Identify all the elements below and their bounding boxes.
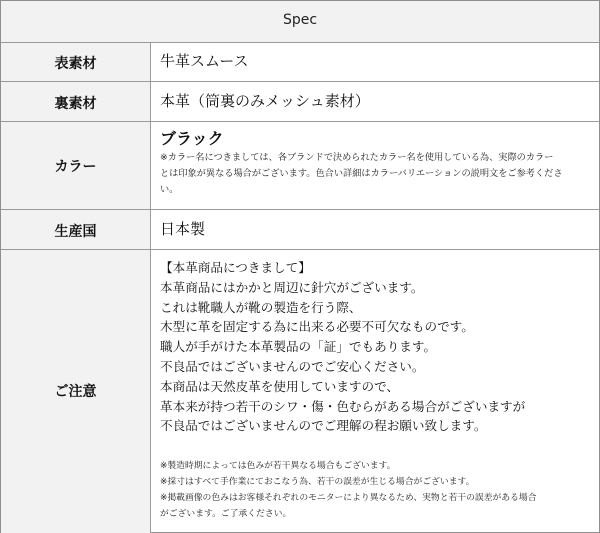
row-label: 裏素材 <box>54 96 97 112</box>
row-label-cell <box>1 43 151 81</box>
row-value: 日本製 <box>160 220 206 238</box>
color-note-line: い。 <box>160 184 179 195</box>
notice-line: 本商品は天然皮革を使用していますので、 <box>160 378 400 394</box>
notice-footnotes <box>160 458 591 522</box>
notice-line: 木型に革を固定する為に出来る必要不可欠なものです。 <box>160 319 474 335</box>
notice-body <box>160 258 591 436</box>
notice-block <box>160 258 591 522</box>
row-label: 生産国 <box>54 224 97 240</box>
spec-row-inner-material <box>1 81 599 121</box>
spec-header-title: Spec <box>282 12 318 28</box>
color-value-block <box>160 129 591 198</box>
row-label: ご注意 <box>54 384 97 400</box>
color-name: ブラック <box>160 129 224 148</box>
notice-line: 職人が手がけた本革製品の「証」でもあります。 <box>160 339 437 355</box>
footnote-line: ※製造時期によっては色みが若干異なる場合もございます。 <box>160 461 396 472</box>
spec-header <box>1 1 599 42</box>
notice-line: 革本来が持つ若干のシワ・傷・色むらがある場合がございますが <box>160 398 526 414</box>
row-value: 本革（筒裏のみメッシュ素材） <box>160 92 370 110</box>
spec-row-notice <box>1 249 599 532</box>
row-label-cell <box>1 122 151 209</box>
notice-line: 【本革商品につきまして】 <box>160 260 311 275</box>
footnote-line: ※採寸はすべて手作業にておこなう為、若干の誤差が生じる場合がございます。 <box>160 477 475 488</box>
row-label-cell <box>1 210 151 249</box>
notice-line: 不良品ではございませんのでご安心ください。 <box>160 358 425 374</box>
row-label: カラー <box>54 159 97 175</box>
spec-row-outer-material <box>1 42 599 81</box>
spec-row-country <box>1 209 599 249</box>
notice-line: 不良品ではございませんのでご理解の程お願い致します。 <box>160 418 487 434</box>
footnote-line: がございます。ご了承ください。 <box>160 509 292 520</box>
notice-line: これは靴職人が靴の製造を行う際、 <box>160 299 362 315</box>
notice-line: 本革商品にはかかと周辺に針穴がございます。 <box>160 279 424 295</box>
spec-row-color <box>1 121 599 209</box>
row-label-cell <box>1 82 151 121</box>
row-label-cell <box>1 250 151 533</box>
color-note-line: ※カラー名につきましては、各ブランドで決められたカラー名を使用している為、実際のカラー <box>160 152 554 163</box>
row-label: 表素材 <box>54 56 97 72</box>
color-note <box>160 150 591 198</box>
row-value: 牛革スムース <box>160 52 249 70</box>
footnote-line: ※掲載画像の色みはお客様それぞれのモニターにより異なるため、実物と若干の誤差がある場合 <box>160 493 537 504</box>
color-note-line: とは印象が異なる場合がございます。色合い詳細はカラーバリエーションの説明文をご参考くださ <box>160 168 563 179</box>
